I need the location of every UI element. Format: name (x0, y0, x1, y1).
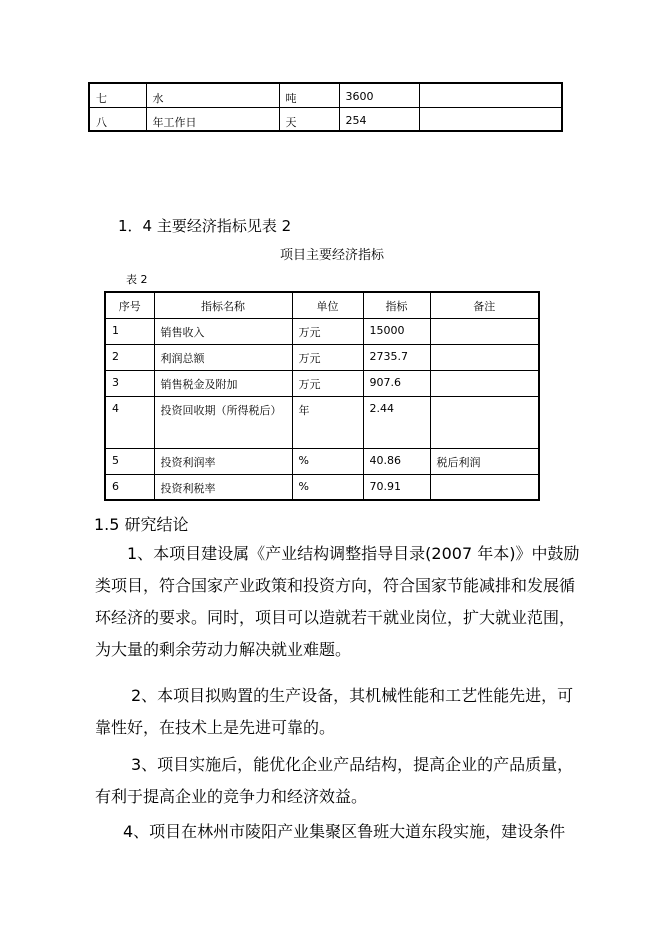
paragraph-line: 环经济的要求。同时，项目可以造就若干就业岗位，扩大就业范围， (95, 608, 576, 627)
section-heading: 1．4 主要经济指标见表 2 (118, 217, 292, 235)
table-title: 项目主要经济指标 (280, 248, 385, 263)
paragraph-line: 2、本项目拟购置的生产设备，其机械性能和工艺性能先进，可 (131, 686, 574, 705)
table-cell: 税后利润 (430, 448, 539, 474)
table-cell: 4 (105, 396, 154, 448)
table-header-row (105, 292, 539, 318)
table-row (89, 107, 562, 131)
table-cell (430, 474, 539, 500)
table-cell: 5 (105, 448, 154, 474)
table-cell: 七 (89, 83, 146, 107)
paragraph-line: 类项目，符合国家产业政策和投资方向，符合国家节能减排和发展循 (95, 576, 576, 595)
table-cell: % (292, 448, 363, 474)
paragraph (95, 680, 595, 744)
table-cell: 水 (146, 83, 279, 107)
table-row (105, 370, 539, 396)
table-cell: 2 (105, 344, 154, 370)
table-cell (430, 370, 539, 396)
table-cell: 15000 (363, 318, 430, 344)
table-row (105, 448, 539, 474)
table-label: 表 2 (126, 273, 148, 286)
table-cell (419, 83, 562, 107)
table-row (105, 318, 539, 344)
paragraph-line: 1、本项目建设属《产业结构调整指导目录(2007 年本)》中鼓励 (127, 544, 580, 563)
table-cell: 投资回收期（所得税后） (154, 396, 292, 448)
paragraph-line: 靠性好，在技术上是先进可靠的。 (95, 718, 336, 737)
paragraph-line: 3、项目实施后，能优化企业产品结构，提高企业的产品质量， (131, 755, 574, 774)
table-cell: 年工作日 (146, 107, 279, 131)
table-cell: 907.6 (363, 370, 430, 396)
table-cell: 40.86 (363, 448, 430, 474)
table-cell: 吨 (279, 83, 339, 107)
table-cell: 年 (292, 396, 363, 448)
table-row (89, 83, 562, 107)
table-cell: 天 (279, 107, 339, 131)
column-header: 序号 (105, 292, 154, 318)
table-cell (430, 344, 539, 370)
table-cell: 3 (105, 370, 154, 396)
economic-indicators-table (104, 291, 540, 501)
column-header: 指标 (363, 292, 430, 318)
table-row (105, 396, 539, 448)
paragraph (95, 749, 595, 813)
table-cell: 万元 (292, 344, 363, 370)
table-cell: 销售收入 (154, 318, 292, 344)
section-heading: 1.5 研究结论 (94, 515, 189, 534)
table-cell: 投资利润率 (154, 448, 292, 474)
table-cell (419, 107, 562, 131)
paragraph-line: 有利于提高企业的竞争力和经济效益。 (95, 787, 368, 806)
table-cell: 70.91 (363, 474, 430, 500)
table-cell: 1 (105, 318, 154, 344)
table-cell: 销售税金及附加 (154, 370, 292, 396)
paragraph-line: 为大量的剩余劳动力解决就业难题。 (95, 640, 352, 659)
table-cell: 2735.7 (363, 344, 430, 370)
table-row (105, 474, 539, 500)
table-cell: 利润总额 (154, 344, 292, 370)
table-cell: 投资利税率 (154, 474, 292, 500)
column-header: 备注 (430, 292, 539, 318)
table-cell: 万元 (292, 370, 363, 396)
table-row (105, 344, 539, 370)
paragraph-line: 4、项目在林州市陵阳产业集聚区鲁班大道东段实施，建设条件 (123, 822, 566, 841)
table-cell: 3600 (339, 83, 419, 107)
top-table (88, 82, 563, 132)
column-header: 指标名称 (154, 292, 292, 318)
table-cell: 6 (105, 474, 154, 500)
paragraph (95, 538, 595, 666)
table-cell (430, 318, 539, 344)
table-cell (430, 396, 539, 448)
column-header: 单位 (292, 292, 363, 318)
table-cell: 万元 (292, 318, 363, 344)
table-cell: 2.44 (363, 396, 430, 448)
paragraph (95, 816, 595, 848)
table-cell: % (292, 474, 363, 500)
table-cell: 八 (89, 107, 146, 131)
table-cell: 254 (339, 107, 419, 131)
